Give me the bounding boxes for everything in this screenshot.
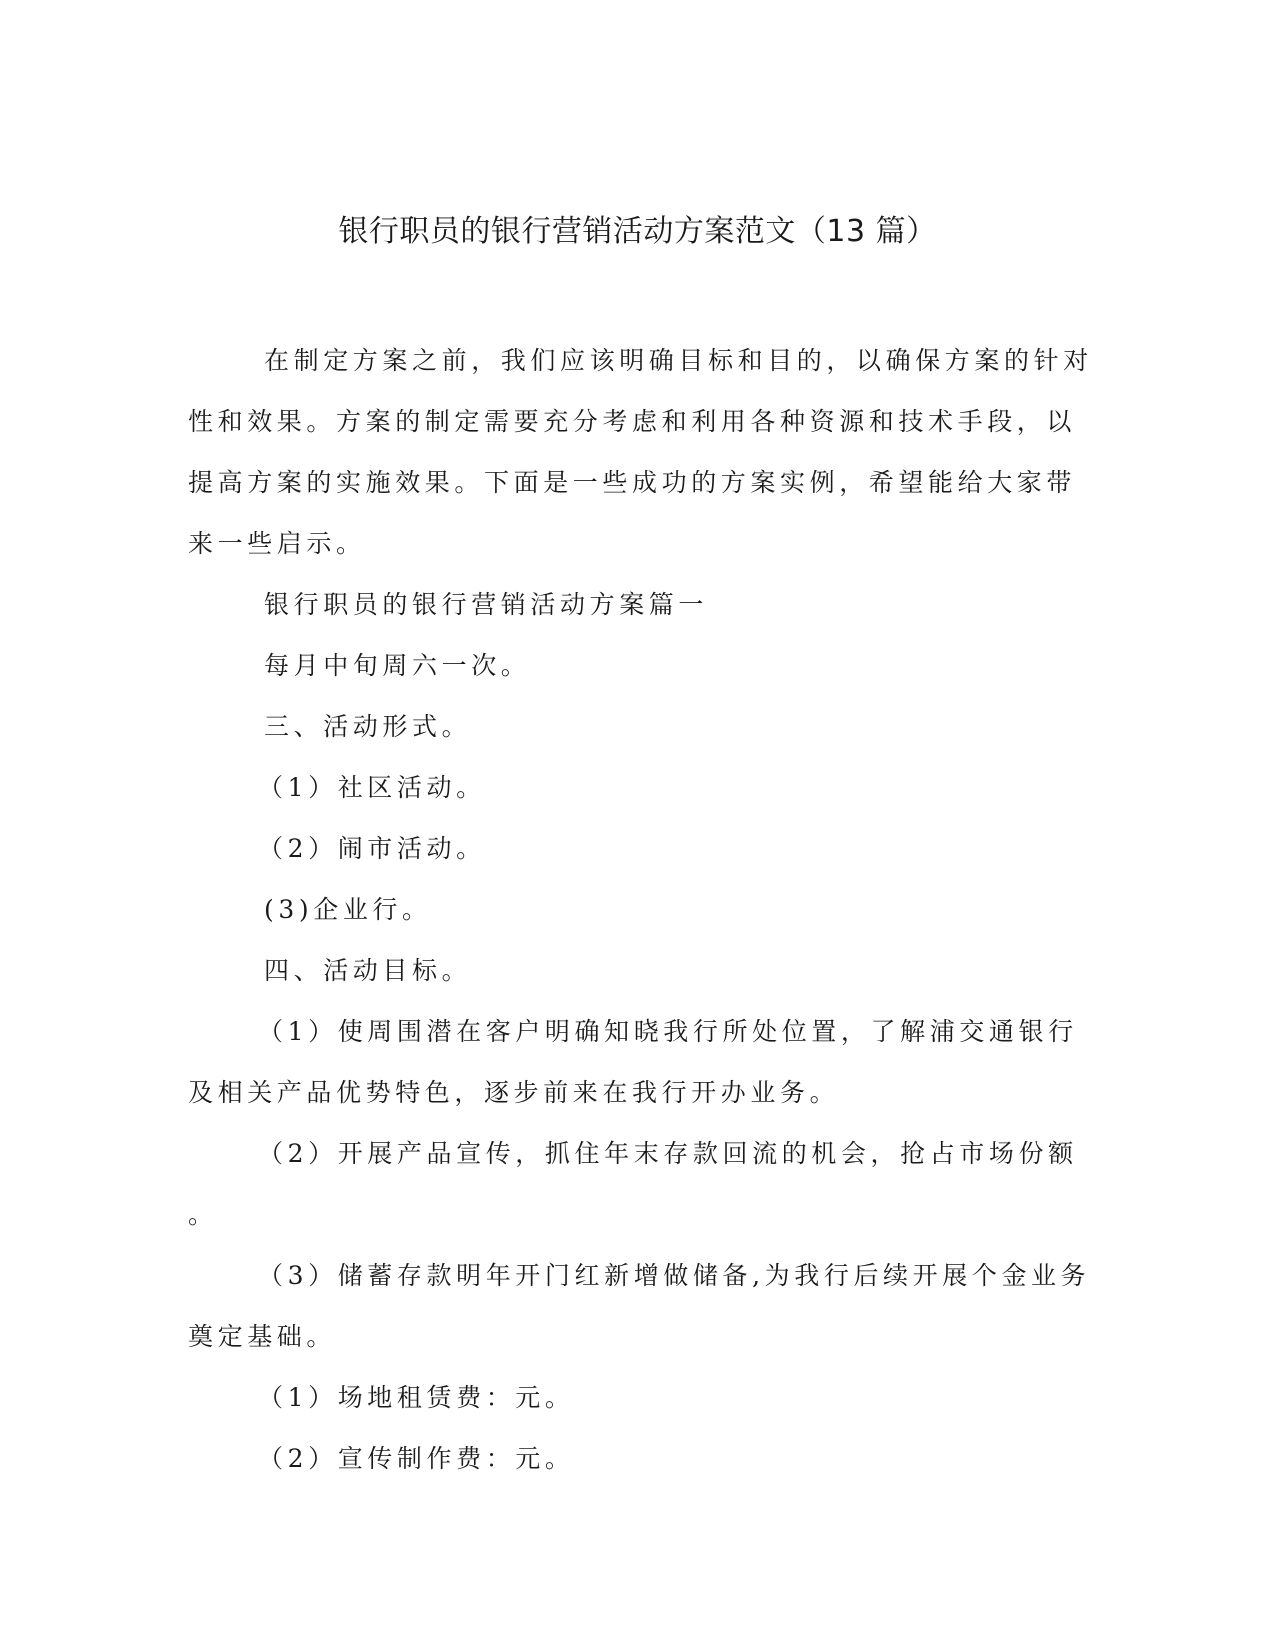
- intro-line: 性和效果。方案的制定需要充分考虑和利用各种资源和技术手段，以: [188, 407, 1077, 436]
- goal-line: 。: [188, 1200, 218, 1229]
- goal-line: 奠定基础。: [188, 1322, 337, 1351]
- cost-item: （1）场地租赁费：元。: [258, 1383, 575, 1412]
- section-heading: 银行职员的银行营销活动方案篇一: [264, 590, 709, 619]
- goal-line: 及相关产品优势特色，逐步前来在我行开办业务。: [188, 1078, 840, 1107]
- list-item: 每月中旬周六一次。: [264, 651, 531, 680]
- goal-paragraph-2: [188, 1123, 1088, 1245]
- goal-line: （1）使周围潜在客户明确知晓我行所处位置，了解浦交通银行: [258, 1017, 1078, 1046]
- list-item: 三、活动形式。: [264, 712, 472, 741]
- intro-paragraph: [188, 330, 1093, 574]
- cost-item: （2）宣传制作费：元。: [258, 1444, 575, 1473]
- list-item: (3)企业行。: [264, 895, 432, 924]
- list-item: （2）闹市活动。: [258, 834, 486, 863]
- goal-line: （2）开展产品宣传，抓住年末存款回流的机会，抢占市场份额: [258, 1139, 1078, 1168]
- intro-line: 提高方案的实施效果。下面是一些成功的方案实例，希望能给大家带: [188, 468, 1077, 497]
- goal-paragraph-1: [188, 1001, 1088, 1123]
- intro-line: 来一些启示。: [188, 529, 366, 558]
- document-body: [188, 330, 1093, 1489]
- goal-line: （3）储蓄存款明年开门红新增做储备,为我行后续开展个金业务: [258, 1261, 1091, 1290]
- goal-paragraph-3: [188, 1245, 1091, 1367]
- document-title: 银行职员的银行营销活动方案范文（13 篇）: [338, 214, 937, 249]
- intro-line: 在制定方案之前，我们应该明确目标和目的，以确保方案的针对: [264, 346, 1093, 375]
- list-item: （1）社区活动。: [258, 773, 486, 802]
- list-item: 四、活动目标。: [264, 956, 472, 985]
